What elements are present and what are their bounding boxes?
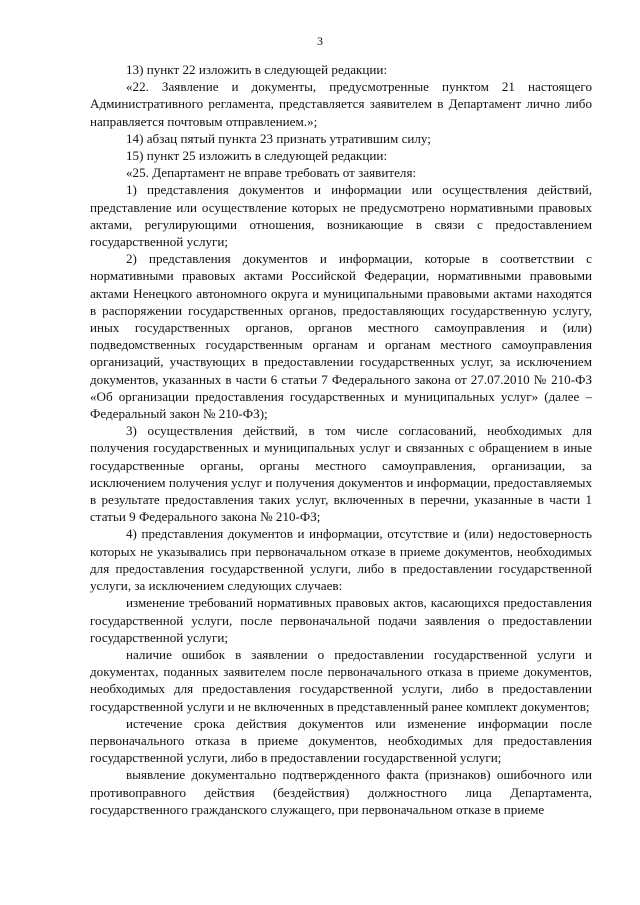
paragraph-subitem-1: 1) представления документов и информации или осуществления действий, представление или осуществление которых не предусмотрено нормативными правовых актами, регулирующими отношения, возникающие в связи с предоставлением государственной услуги; xyxy=(90,182,592,250)
paragraph-subitem-2: 2) представления документов и информации, которые в соответствии с нормативными правовых актами Российской Федерации, нормативными правовыми актами Ненецкого автономного округа и муниципальными правовыми актами находятся в распоряжении государственных органов, предоставляющих государственную услугу, иных государственных органов, органов местного самоуправления и (или) подведомственных государственным органам и органам местного самоуправления организаций, участвующих в предоставлении государственных услуг, за исключением документов, указанных в части 6 статьи 7 Федерального закона от 27.07.2010 № 210-ФЗ «Об организации предоставления государственных и муниципальных услуг» (далее – Федеральный закон № 210-ФЗ); xyxy=(90,251,592,422)
paragraph-case-requirements-change: изменение требований нормативных правовых актов, касающихся предоставления государственной услуги, после первоначальной подачи заявления о предоставлении государственной услуги; xyxy=(90,595,592,645)
paragraph-item-15: 15) пункт 25 изложить в следующей редакции: xyxy=(126,148,388,164)
paragraph-case-misconduct: выявление документально подтвержденного факта (признаков) ошибочного или противоправного действия (бездействия) должностного лица Департамента, государственного гражданского служащего, при первоначальном отказе в приеме xyxy=(90,767,592,817)
page-number: 3 xyxy=(317,34,323,48)
paragraph-case-errors: наличие ошибок в заявлении о предоставлении государственной услуги и документах, поданных заявителем после первоначального отказа в приеме документов, необходимых для предоставления государственной услуги, либо в предоставлении государственной услуги и не включенных в представленный ранее комплект документов; xyxy=(90,646,592,714)
paragraph-subitem-3: 3) осуществления действий, в том числе согласований, необходимых для получения государственных и муниципальных услуг и связанных с обращением в иные государственные органы, органы местного самоуправления, организации, за исключением получения услуг и получения документов и информации, предоставляемых в результате предоставления таких услуг, включенных в перечни, указанные в части 1 статьи 9 Федерального закона № 210-ФЗ; xyxy=(90,423,592,525)
paragraph-item-14: 14) абзац пятый пункта 23 признать утратившим силу; xyxy=(126,130,431,146)
paragraph-item-13: 13) пункт 22 изложить в следующей редакции: xyxy=(126,62,388,77)
paragraph-subitem-4: 4) представления документов и информации, отсутствие и (или) недостоверность которых не указывались при первоначальном отказе в приеме документов, необходимых для предоставления государственной услуги, либо в предоставлении государственной услуги, за исключением следующих случаев: xyxy=(90,526,592,594)
document-body xyxy=(90,61,592,818)
paragraph-clause-22-text: «22. Заявление и документы, предусмотренные пунктом 21 настоящего Административного регламента, представляется заявителем в Департамент лично либо направляется почтовым отправлением.»; xyxy=(90,79,592,129)
paragraph-case-expiry: истечение срока действия документов или изменение информации после первоначального отказа в приеме документов, необходимых для предоставления государственной услуги, либо в предоставлении государственной услуги; xyxy=(90,715,592,766)
paragraph-clause-25-intro: «25. Департамент не вправе требовать от заявителя: xyxy=(126,165,417,181)
